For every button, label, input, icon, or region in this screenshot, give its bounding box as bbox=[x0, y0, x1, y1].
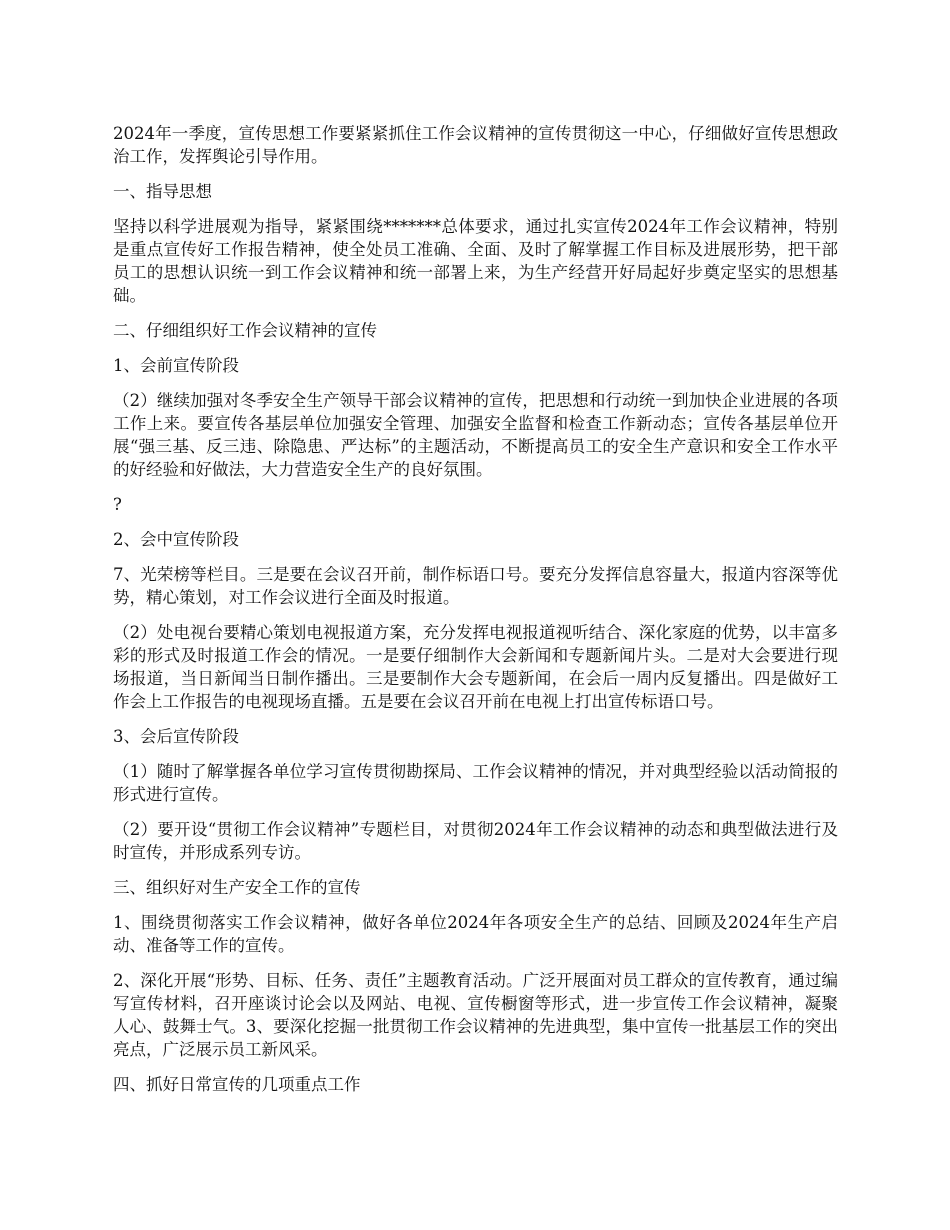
section-heading-daily-publicity: 四、抓好日常宣传的几项重点工作 bbox=[113, 1075, 361, 1094]
subheading-during-meeting: 2、会中宣传阶段 bbox=[113, 530, 239, 549]
post-meeting-paragraph-2: （2）要开设“贯彻工作会议精神”专题栏目，对贯彻2024年工作会议精神的动态和典型做法进行及时宣传，并形成系列专访。 bbox=[113, 820, 838, 862]
safety-paragraph-2: 2、深化开展“形势、目标、任务、责任”主题教育活动。广泛开展面对员工群众的宣传教育，通过编写宣传材料，召开座谈讨论会以及网站、电视、宣传橱窗等形式，进一步宣传工作会议精神，凝聚人心、鼓舞士气。3、要深化挖掘一批贯彻工作会议精神的先进典型，集中宣传一批基层工作的突出亮点，广泛展示员工新风采。 bbox=[113, 971, 838, 1059]
section-heading-guiding-ideology: 一、指导思想 bbox=[113, 182, 212, 201]
subheading-post-meeting: 3、会后宣传阶段 bbox=[113, 727, 239, 746]
intro-paragraph: 2024年一季度，宣传思想工作要紧紧抓住工作会议精神的宣传贯彻这一中心，仔细做好宣传思想政治工作，发挥舆论引导作用。 bbox=[113, 124, 838, 166]
during-meeting-paragraph-2: （2）处电视台要精心策划电视报道方案，充分发挥电视报道视听结合、深化家庭的优势，以丰富多彩的形式及时报道工作会的情况。一是要仔细制作大会新闻和专题新闻片头。二是对大会要进行现场报道，当日新闻当日制作播出。三是要制作大会专题新闻，在会后一周内反复播出。四是做好工作会上工作报告的电视现场直播。五是要在会议召开前在电视上打出宣传标语口号。 bbox=[113, 623, 838, 711]
during-meeting-paragraph-1: 7、光荣榜等栏目。三是要在会议召开前，制作标语口号。要充分发挥信息容量大，报道内容深等优势，精心策划，对工作会议进行全面及时报道。 bbox=[113, 565, 838, 607]
section-heading-safety-publicity: 三、组织好对生产安全工作的宣传 bbox=[113, 878, 361, 897]
pre-meeting-paragraph: （2）继续加强对冬季安全生产领导干部会议精神的宣传，把思想和行动统一到加快企业进展的各项工作上来。要宣传各基层单位加强安全管理、加强安全监督和检查工作新动态；宣传各基层单位开展“强三基、反三违、除隐患、严达标”的主题活动，不断提高员工的安全生产意识和安全工作水平的好经验和好做法，大力营造安全生产的良好氛围。 bbox=[113, 391, 838, 479]
subheading-pre-meeting: 1、会前宣传阶段 bbox=[113, 356, 239, 375]
section-heading-meeting-publicity: 二、仔细组织好工作会议精神的宣传 bbox=[113, 321, 377, 340]
post-meeting-paragraph-1: （1）随时了解掌握各单位学习宣传贯彻勘探局、工作会议精神的情况，并对典型经验以活动简报的形式进行宣传。 bbox=[113, 762, 838, 804]
guiding-ideology-paragraph: 坚持以科学进展观为指导，紧紧围绕*******总体要求，通过扎实宣传2024年工作会议精神，特别是重点宣传好工作报告精神，使全处员工准确、全面、及时了解掌握工作目标及进展形势，把干部员工的思想认识统一到工作会议精神和统一部署上来，为生产经营开好局起好步奠定坚实的思想基础。 bbox=[113, 217, 838, 305]
document-body bbox=[113, 122, 838, 1108]
safety-paragraph-1: 1、围绕贯彻落实工作会议精神，做好各单位2024年各项安全生产的总结、回顾及2024年生产启动、准备等工作的宣传。 bbox=[113, 913, 838, 955]
stray-question-mark: ? bbox=[113, 495, 122, 514]
